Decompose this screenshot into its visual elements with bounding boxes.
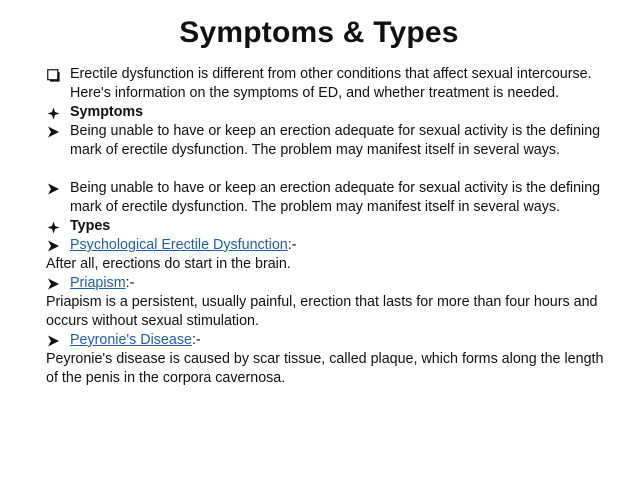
- symptom-item: [46, 179, 606, 217]
- arrow-bullet-icon: [47, 179, 67, 195]
- type-description: Peyronie's disease is caused by scar tissue, called plaque, which forms along the length of the penis in the corpora cavernosa.: [46, 351, 604, 386]
- types-heading: Types: [70, 218, 111, 234]
- diamond-bullet-icon: [47, 103, 67, 120]
- peyronies-disease-link[interactable]: Peyronie's Disease: [70, 332, 192, 348]
- types-heading-item: [46, 217, 606, 236]
- type-suffix: :-: [125, 275, 135, 291]
- priapism-link[interactable]: Priapism: [70, 275, 126, 291]
- type-item-psychological: [46, 236, 606, 255]
- type-suffix: :-: [287, 237, 297, 253]
- checkbox-bullet-icon: [47, 65, 67, 82]
- arrow-bullet-icon: [47, 331, 67, 347]
- type-suffix: :-: [191, 332, 201, 348]
- type-description: After all, erections do start in the brain.: [46, 256, 291, 272]
- intro-item: [46, 65, 606, 103]
- arrow-bullet-icon: [47, 122, 67, 138]
- symptom-item: [46, 122, 606, 160]
- symptom-text: Being unable to have or keep an erection adequate for sexual activity is the defining mark of erectile dysfunction. The problem may manifest itself in several ways.: [70, 180, 601, 215]
- type-description: Priapism is a persistent, usually painful, erection that lasts for more than four hours and occurs without sexual stimulation.: [46, 294, 598, 329]
- arrow-bullet-icon: [47, 274, 67, 290]
- psychological-ed-link[interactable]: Psychological Erectile Dysfunction: [70, 237, 288, 253]
- type-item-peyronies: [46, 331, 606, 350]
- intro-text: Erectile dysfunction is different from other conditions that affect sexual intercourse. Here's information on the symptoms of ED, and whether treatment is needed.: [70, 66, 592, 101]
- arrow-bullet-icon: [47, 236, 67, 252]
- slide-title: Symptoms & Types: [179, 16, 459, 49]
- diamond-bullet-icon: [47, 217, 67, 234]
- symptom-text: Being unable to have or keep an erection adequate for sexual activity is the defining mark of erectile dysfunction. The problem may manifest itself in several ways.: [70, 123, 601, 158]
- symptoms-heading: Symptoms: [70, 104, 144, 120]
- symptoms-heading-item: [46, 103, 606, 122]
- slide-body: [46, 65, 606, 388]
- type-item-priapism: [46, 274, 606, 293]
